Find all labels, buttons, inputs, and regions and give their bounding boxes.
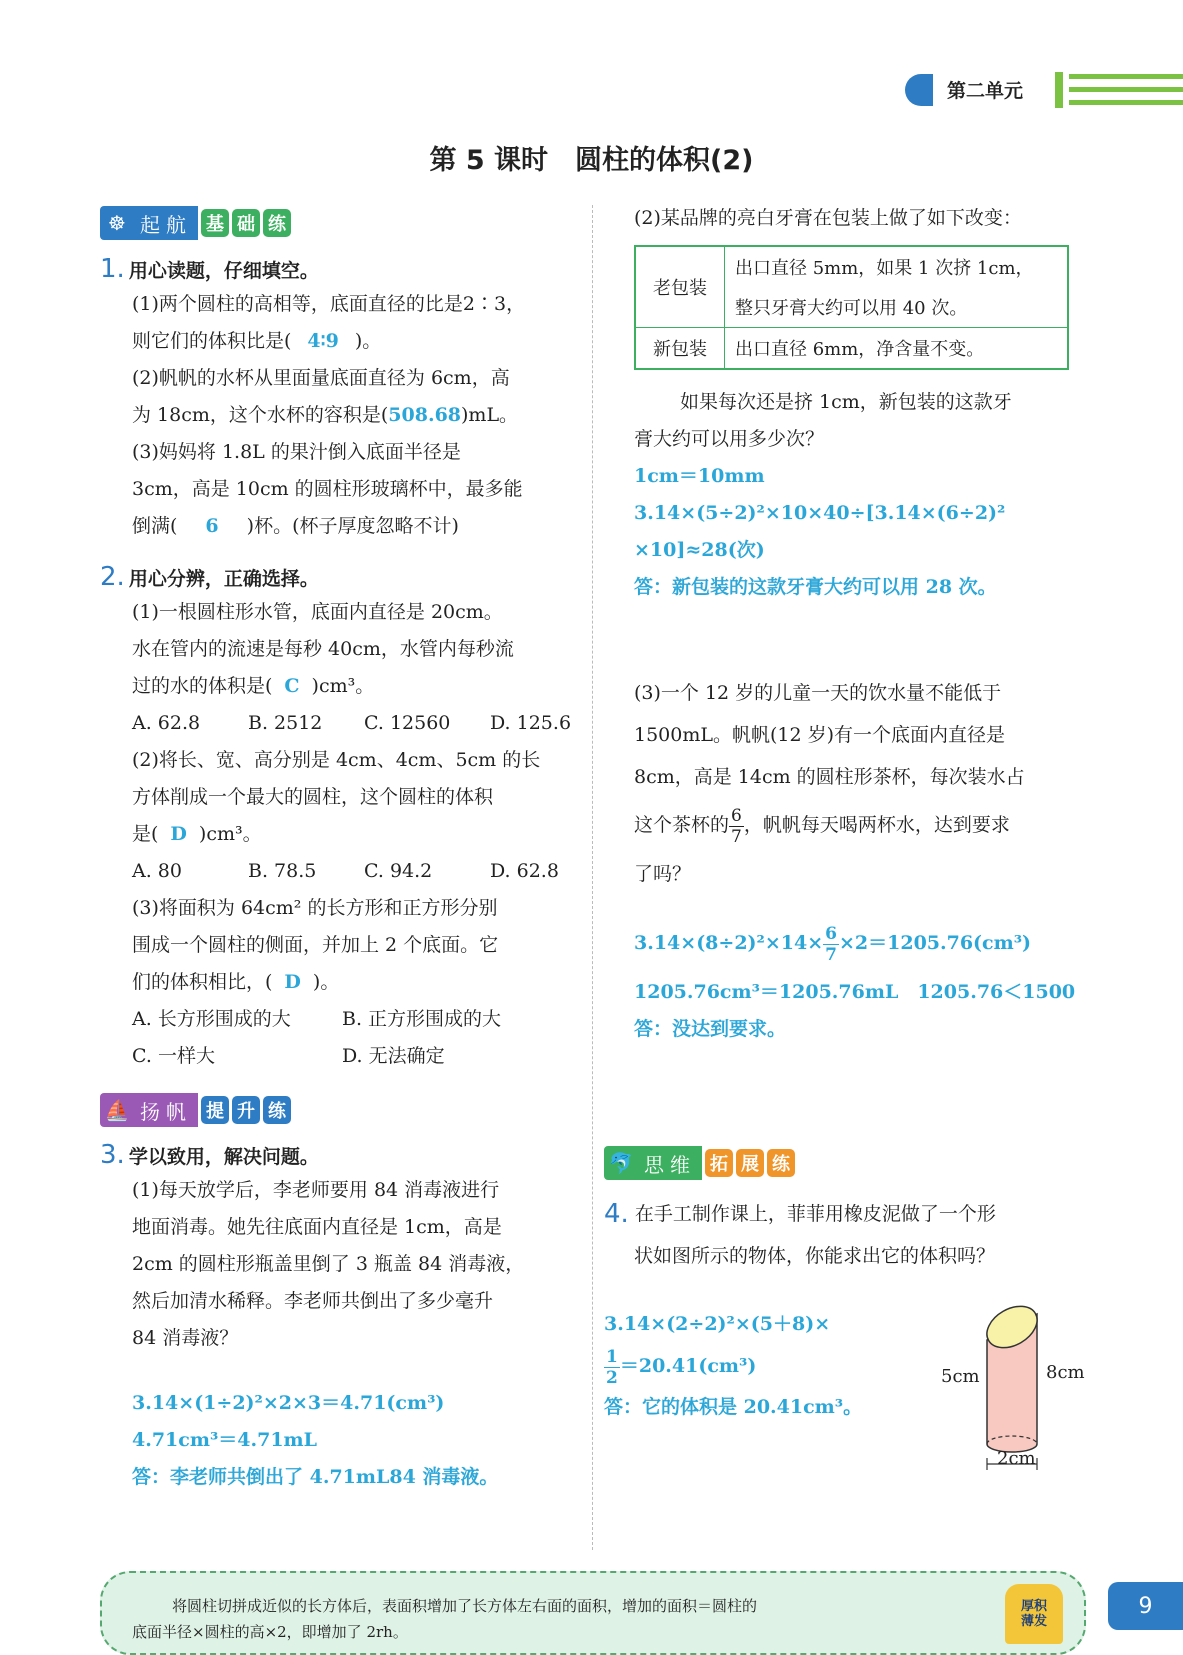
tip-box (100, 1571, 1086, 1655)
section-lead: 起航 (134, 206, 198, 240)
question-number: 4. (604, 1199, 629, 1229)
section-box: 练 (263, 1096, 291, 1124)
unit-stripe-3 (1069, 100, 1183, 105)
text-line: 倒满( 6 )杯。(杯子厚度忽略不计) (132, 515, 459, 537)
option: A. 长方形围成的大 (132, 1008, 291, 1030)
text-line: (3)将面积为 64cm² 的长方形和正方形分别 (132, 897, 498, 919)
lesson-title: 第 5 课时 圆柱的体积(2) (429, 145, 754, 176)
text-line: 在手工制作课上，菲菲用橡皮泥做了一个形 (634, 1202, 996, 1225)
unit-label: 第二单元 (947, 80, 1024, 102)
text-line: 2cm 的圆柱形瓶盖里倒了 3 瓶盖 84 消毒液， (132, 1253, 525, 1275)
figure-label-bottom: 2cm (997, 1448, 1036, 1469)
section-box: 练 (767, 1149, 795, 1177)
text-line: 们的体积相比，( D )。 (132, 971, 340, 993)
question-2 (100, 560, 580, 1075)
text-line: (3)妈妈将 1.8L 的果汁倒入底面半径是 (132, 441, 461, 463)
text-line: (2)将长、宽、高分别是 4cm、4cm、5cm 的长 (132, 749, 541, 771)
question-3-part-3 (634, 672, 1094, 1048)
option-row (132, 853, 580, 890)
text-line: 则它们的体积比是( 4∶9 )。 (132, 330, 382, 352)
solution-line: 1cm＝10mm (634, 465, 765, 487)
cylinder-figure (935, 1282, 1090, 1472)
section-lead: 扬帆 (134, 1093, 198, 1127)
unit-header (905, 72, 1183, 108)
packaging-table (634, 245, 1069, 370)
text-line: 状如图所示的物体，你能求出它的体积吗？ (634, 1245, 996, 1267)
text-line: (3)一个 12 岁的儿童一天的饮水量不能低于 (634, 682, 1002, 704)
stamp-text: 薄发 (1020, 1614, 1047, 1629)
new-package-label: 新包装 (635, 328, 725, 370)
option: C. 12560 (364, 712, 451, 734)
section-box: 基 (201, 209, 229, 237)
section-box: 展 (736, 1149, 764, 1177)
solution-line: 3.14×(8÷2)²×14× $\frac{6}{7}$ ×2＝1205.76(cm³) (634, 923, 1032, 965)
section-badge-basic (100, 206, 291, 240)
option: B. 正方形围成的大 (342, 1008, 502, 1030)
text-line: 了吗？ (634, 863, 692, 885)
old-package-text: 出口直径 5mm，如果 1 次挤 1cm， (725, 246, 1069, 287)
fraction: $\frac{6}{7}$ (731, 805, 742, 847)
unit-stripe-2 (1069, 87, 1183, 92)
text-line: 是( D )cm³。 (132, 823, 262, 845)
option-row (132, 1038, 580, 1075)
question-number: 3. (100, 1140, 125, 1170)
text-line: 如果每次还是挤 1cm，新包装的这款牙 (680, 391, 1012, 413)
solution-answer: 答：新包装的这款牙膏大约可以用 28 次。 (634, 576, 997, 598)
unit-stripe-1 (1069, 74, 1183, 79)
option-row (132, 705, 580, 742)
answer: 4∶9 (307, 330, 339, 352)
text-line: 为 18cm，这个水杯的容积是(508.68)mL。 (132, 404, 519, 426)
text-line: 这个茶杯的 $\frac{6}{7}$ ，帆帆每天喝两杯水，达到要求 (634, 805, 1010, 847)
solution-line: 3.14×(5÷2)²×10×40÷[3.14×(6÷2)² (634, 502, 1006, 524)
text-line: (1)两个圆柱的高相等，底面直径的比是2∶3， (132, 293, 526, 315)
page-number: 9 (1108, 1582, 1183, 1630)
unit-tab-blue (905, 74, 933, 106)
text-line: 地面消毒。她先往底面内直径是 1cm，高是 (132, 1216, 502, 1238)
answer: D (170, 823, 187, 845)
answer: D (284, 971, 301, 993)
solution-line: 4.71cm³＝4.71mL (132, 1429, 318, 1451)
text-line: (1)一根圆柱形水管，底面内直径是 20cm。 (132, 601, 503, 623)
question-number: 1. (100, 254, 125, 284)
text-line: (2)帆帆的水杯从里面量底面直径为 6cm，高 (132, 367, 510, 389)
option: B. 78.5 (248, 860, 317, 882)
answer: C (284, 675, 300, 697)
sailboat-icon: ⛵ (100, 1093, 134, 1127)
solution-answer: 答：李老师共倒出了 4.71mL84 消毒液。 (132, 1466, 499, 1488)
text-line: 围成一个圆柱的侧面，并加上 2 个底面。它 (132, 934, 499, 956)
option: A. 62.8 (132, 712, 201, 734)
section-box: 础 (232, 209, 260, 237)
fraction: $\frac{1}{2}$ (606, 1346, 618, 1388)
solution-line: 3.14×(2÷2)²×(5＋8)× (604, 1313, 831, 1335)
option: C. 一样大 (132, 1045, 215, 1067)
solution-answer: 答：没达到要求。 (634, 1018, 787, 1040)
answer: 508.68 (388, 404, 462, 426)
solution-line: 1205.76cm³＝1205.76mL 1205.76＜1500 (634, 981, 1076, 1003)
figure-label-right: 8cm (1046, 1362, 1085, 1383)
question-title: 学以致用，解决问题。 (128, 1145, 319, 1168)
fraction: $\frac{6}{7}$ (825, 923, 837, 965)
tip-line: 将圆柱切拼成近似的长方体后，表面积增加了长方体左右面的面积，增加的面积＝圆柱的 (172, 1597, 758, 1615)
option: D. 无法确定 (342, 1045, 445, 1067)
section-lead: 思维 (638, 1146, 702, 1180)
text-line: 84 消毒液？ (132, 1327, 239, 1349)
text-line: 膏大约可以用多少次？ (634, 428, 825, 450)
question-3-part-2 (634, 200, 1094, 606)
unit-stripe-bar (1055, 72, 1063, 108)
solution-answer: 答：它的体积是 20.41cm³。 (604, 1396, 863, 1418)
section-box: 提 (201, 1096, 229, 1124)
old-package-text: 整只牙膏大约可以用 40 次。 (725, 287, 1069, 328)
solution-line: $\frac{1}{2}$ ＝20.41(cm³) (606, 1346, 757, 1388)
column-divider (592, 205, 593, 1550)
section-box: 升 (232, 1096, 260, 1124)
option: A. 80 (132, 860, 182, 882)
option: C. 94.2 (364, 860, 433, 882)
stamp-text: 厚积 (1020, 1599, 1047, 1614)
question-1 (100, 252, 580, 545)
question-number: 2. (100, 562, 125, 592)
option: D. 62.8 (490, 860, 559, 882)
ship-wheel-icon: ☸ (100, 206, 134, 240)
answer: 6 (205, 515, 219, 537)
stamp-badge (1005, 1584, 1063, 1644)
option: B. 2512 (248, 712, 323, 734)
option-row (132, 1001, 580, 1038)
text-line: (2)某品牌的亮白牙膏在包装上做了如下改变： (634, 207, 1022, 229)
section-badge-extend (604, 1146, 795, 1180)
text-line: 过的水的体积是( C )cm³。 (132, 675, 375, 697)
text-line: 1500mL。帆帆(12 岁)有一个底面内直径是 (634, 724, 1006, 746)
text-line: (1)每天放学后，李老师要用 84 消毒液进行 (132, 1179, 500, 1201)
old-package-label: 老包装 (635, 246, 725, 328)
section-box: 练 (263, 209, 291, 237)
tip-line: 底面半径×圆柱的高×2，即增加了 2rh。 (132, 1623, 408, 1641)
text-line: 8cm，高是 14cm 的圆柱形茶杯，每次装水占 (634, 766, 1025, 788)
solution-line: ×10]≈28(次) (634, 539, 765, 561)
figure-label-left: 5cm (941, 1366, 980, 1387)
section-badge-advanced (100, 1093, 291, 1127)
section-box: 拓 (705, 1149, 733, 1177)
text-line: 水在管内的流速是每秒 40cm，水管内每秒流 (132, 638, 514, 660)
text-line: 3cm，高是 10cm 的圆柱形玻璃杯中，最多能 (132, 478, 523, 500)
question-title: 用心读题，仔细填空。 (128, 259, 319, 282)
question-title: 用心分辨，正确选择。 (128, 567, 319, 590)
new-package-text: 出口直径 6mm，净含量不变。 (725, 328, 1069, 370)
text-line: 方体削成一个最大的圆柱，这个圆柱的体积 (132, 786, 494, 808)
text-line: 然后加清水稀释。李老师共倒出了多少毫升 (132, 1290, 494, 1312)
option: D. 125.6 (490, 712, 572, 734)
question-3 (100, 1138, 580, 1496)
dolphin-icon: 🐬 (604, 1146, 638, 1180)
solution-line: 3.14×(1÷2)²×2×3＝4.71(cm³) (132, 1392, 445, 1414)
